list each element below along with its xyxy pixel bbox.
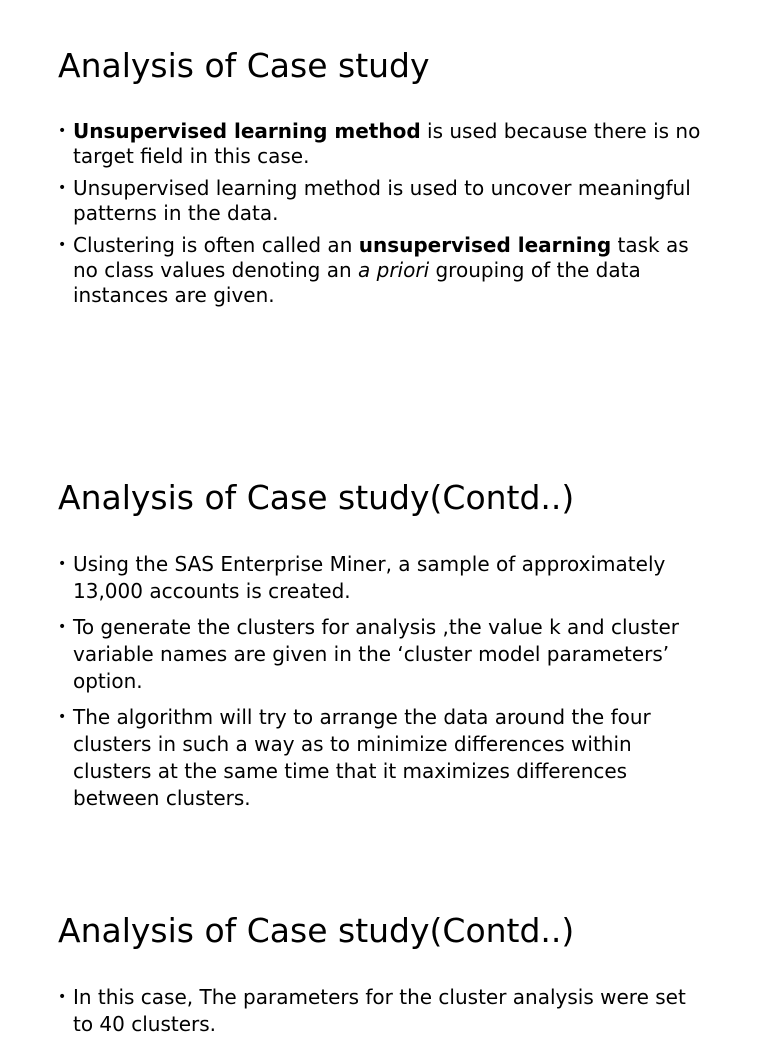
bullet-text: Unsupervised learning method is used to uncover meaningful patterns in the data.	[73, 176, 691, 225]
slide-title: Analysis of Case study(Contd..)	[58, 911, 575, 950]
bullet-item	[58, 119, 708, 169]
bullet-item	[58, 551, 708, 605]
bullet-list	[58, 119, 708, 315]
bullet-text: Using the SAS Enterprise Miner, a sample of approximately 13,000 accounts is created.	[73, 552, 666, 603]
bullet-text: is used because there is no target field in this case.	[73, 119, 701, 168]
bullet-text: In this case, The parameters for the cluster analysis were set to 40 clusters.	[73, 985, 686, 1036]
slide-title: Analysis of Case study	[58, 46, 430, 85]
slide-analysis-case-study-contd-2	[0, 880, 768, 1036]
bullet-bold-text: Unsupervised learning method	[73, 119, 421, 143]
bullet-item	[58, 704, 708, 812]
bullet-text: grouping of the data instances are given.	[73, 258, 641, 307]
bullet-list	[58, 984, 708, 1047]
bullet-italic-text: a priori	[358, 258, 430, 282]
bullet-item	[58, 984, 708, 1038]
bullet-text: The algorithm will try to arrange the data around the four clusters in such a way as to minimize differences within clusters at the same time that it maximizes differences between clusters.	[73, 705, 651, 810]
slide-analysis-case-study	[0, 0, 768, 450]
bullet-list	[58, 551, 708, 821]
bullet-bold-text: unsupervised learning	[358, 233, 612, 257]
bullet-text: Clustering is often called an	[73, 233, 359, 257]
bullet-item	[58, 176, 708, 226]
slide-title: Analysis of Case study(Contd..)	[58, 478, 575, 517]
slide-analysis-case-study-contd	[0, 450, 768, 880]
bullet-text: To generate the clusters for analysis ,the value k and cluster variable names are given in the ‘cluster model parameters’ option.	[73, 615, 680, 693]
bullet-item	[58, 233, 708, 308]
bullet-item	[58, 614, 708, 695]
bullet-text: task as no class values denoting an	[73, 233, 689, 282]
